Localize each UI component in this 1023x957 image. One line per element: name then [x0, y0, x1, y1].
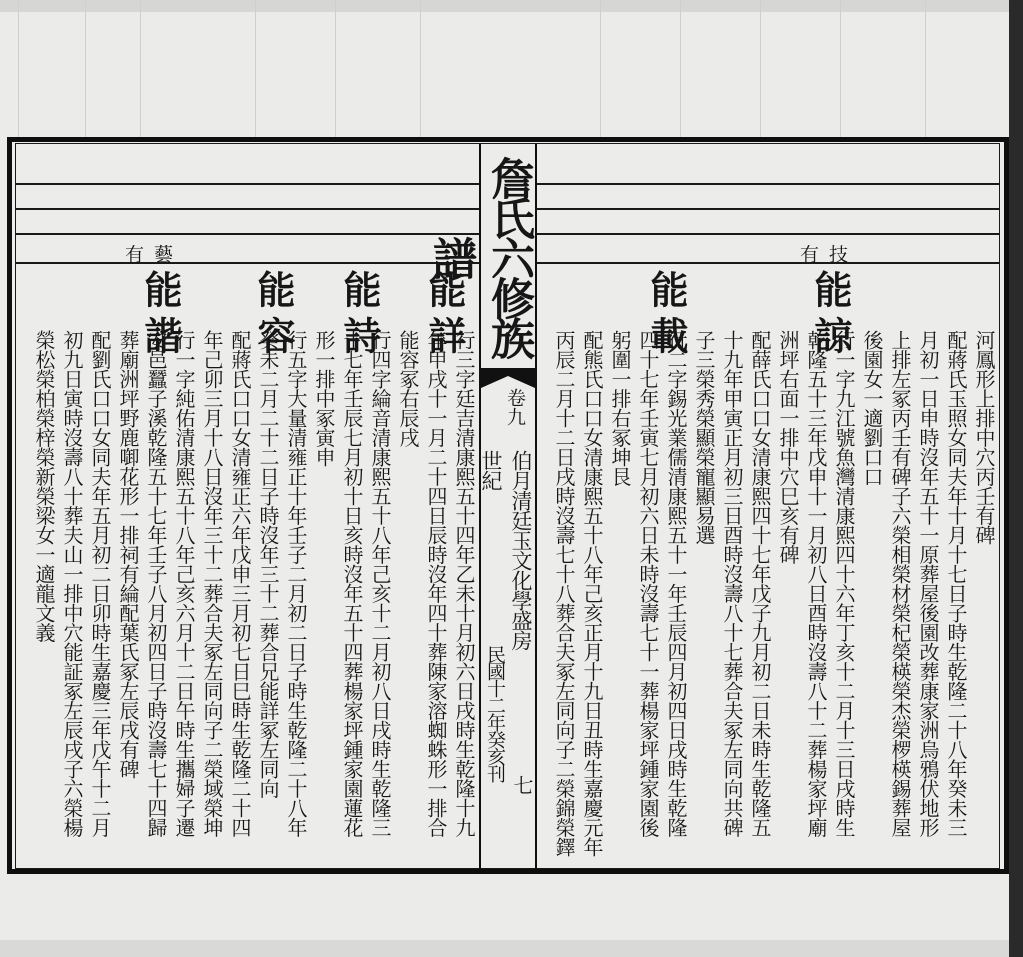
scan-guide-line — [840, 0, 841, 138]
header-rule — [15, 233, 479, 235]
person-name: 能載 — [644, 270, 689, 362]
record-column: 行二字錫光業儒清康熙五十一年壬辰四月初四日戌時生乾隆 — [664, 330, 688, 837]
header-rule — [15, 183, 479, 185]
record-column: 後園女一適劉口口 — [860, 330, 884, 486]
record-column: 河鳳形上排中穴丙壬有碑 — [972, 330, 996, 545]
record-column: 安邑蠶子溪乾隆五十七年壬子八月初四日子時沒壽七十四歸 — [144, 330, 168, 837]
header-rule — [15, 262, 479, 264]
record-column: 子三榮秀榮顯榮寵顯易選 — [692, 330, 716, 545]
person-name: 能詩 — [337, 270, 382, 362]
record-column: 配熊氏口口女清康熙五十八年己亥正月十九日丑時生嘉慶元年 — [580, 330, 604, 857]
scan-guide-line — [85, 0, 86, 138]
scan-guide-line — [600, 0, 601, 138]
record-column: 行五字大量清雍正十年壬子二月初二日子時生乾隆二十八年 — [284, 330, 308, 837]
record-column: 上排左冢丙壬有碑子六榮相榮材榮杞榮楧榮杰榮椤楧錫葬屋 — [888, 330, 912, 837]
record-column: 年甲戌十一月二十四日辰時沒年四十葬陳家溶蜘蛛形一排合 — [424, 330, 448, 837]
record-column: 配劉氏口口女同夫年五月初二日卯時生嘉慶三年戊午十二月 — [88, 330, 112, 837]
record-column: 十七年壬辰七月初十日亥時沒年五十四葬楊家坪鍾家園蓮花 — [340, 330, 364, 837]
scan-guide-line — [140, 0, 141, 138]
publication-date: 民國十二年癸亥刊 — [484, 645, 506, 781]
person-name: 能諒 — [808, 270, 853, 362]
record-column: 行一字九江號魚灣清康熙四十六年丁亥十二月十三日戌時生 — [832, 330, 856, 837]
person-name: 能詳 — [422, 270, 467, 362]
record-column: 丙辰二月十二日戌時沒壽七十八葬合夫冢左同向子二榮錦榮鐸 — [552, 330, 576, 857]
record-column: 躬圍一排右冢坤艮 — [608, 330, 632, 486]
record-column: 配薛氏口口女清康熙四十七年戊子九月初二日未時生乾隆五 — [748, 330, 772, 837]
scan-guide-line — [420, 0, 421, 138]
record-column: 洲坪右面一排中穴巳亥有碑 — [776, 330, 800, 564]
record-column: 形一排中冢寅申 — [312, 330, 336, 467]
right-header-label: 有技 — [800, 244, 859, 266]
person-name: 能容 — [251, 270, 296, 362]
record-column: 四十七年壬寅七月初六日未時沒壽七十一葬楊家坪鍾家園後 — [636, 330, 660, 837]
record-column: 行三字廷吉清康熙五十四年乙未十月初六日戌時生乾隆十九 — [452, 330, 476, 837]
scan-top-edge — [0, 0, 1023, 12]
scan-guide-line — [335, 0, 336, 138]
page-number: 七 — [510, 775, 534, 795]
header-rule — [537, 262, 1000, 264]
record-column: 行一字純佑清康熙五十八年己亥六月十二日午時生攜婦子遷 — [172, 330, 196, 837]
record-column: 配蔣氏口口女清雍正六年戊申三月初七日巳時生乾隆二十四 — [228, 330, 252, 837]
record-column: 十九年甲寅正月初三日酉時沒壽八十七葬合夫冢左同向共碑 — [720, 330, 744, 837]
scan-guide-line — [925, 0, 926, 138]
publisher-line: 伯月清廷玉文化學盛房世紀 — [479, 450, 533, 650]
scan-guide-line — [760, 0, 761, 138]
scan-bottom-edge — [0, 940, 1023, 957]
volume-label: 卷九 — [504, 388, 526, 426]
record-column: 年己卯三月十八日沒年三十二葬合夫冢左同向子二榮域榮坤 — [200, 330, 224, 837]
record-column: 初九日寅時沒壽八十葬夫山一排中穴能証冢左辰戌子六榮楊 — [60, 330, 84, 837]
header-rule — [537, 233, 1000, 235]
book-title: 詹氏六修族譜 — [425, 156, 534, 356]
header-rule — [537, 183, 1000, 185]
record-column: 葬廟洲坪野鹿啣花形一排祠有綸配葉氏冢左辰戌有碑 — [116, 330, 140, 779]
left-header-label: 有藝 — [125, 244, 184, 266]
record-column: 月初一日申時沒年五十一原葬屋後園改葬康家洲烏鴉伏地形 — [916, 330, 940, 837]
record-column: 乾隆五十三年戊申十一月初八日酉時沒壽八十二葬楊家坪廟 — [804, 330, 828, 837]
record-column: 能容冢右辰戌 — [396, 330, 420, 447]
scan-right-edge — [1009, 0, 1023, 957]
scan-guide-line — [255, 0, 256, 138]
record-column: 配蔣氏玉照女同夫年十月十七日子時生乾隆二十八年癸未三 — [944, 330, 968, 837]
record-column: 榮松榮柏榮梓榮新榮梁女一適龍文義 — [32, 330, 56, 642]
header-rule — [15, 208, 479, 210]
record-column: 行四字綸音清康熙五十八年己亥十二月初八日戌時生乾隆三 — [368, 330, 392, 837]
scan-guide-line — [680, 0, 681, 138]
person-name: 能諧 — [138, 270, 183, 362]
scan-guide-line — [18, 0, 19, 138]
record-column: 癸未二月二十二日子時沒年三十二葬合兄能詳冢左同向 — [256, 330, 280, 798]
header-rule — [537, 208, 1000, 210]
